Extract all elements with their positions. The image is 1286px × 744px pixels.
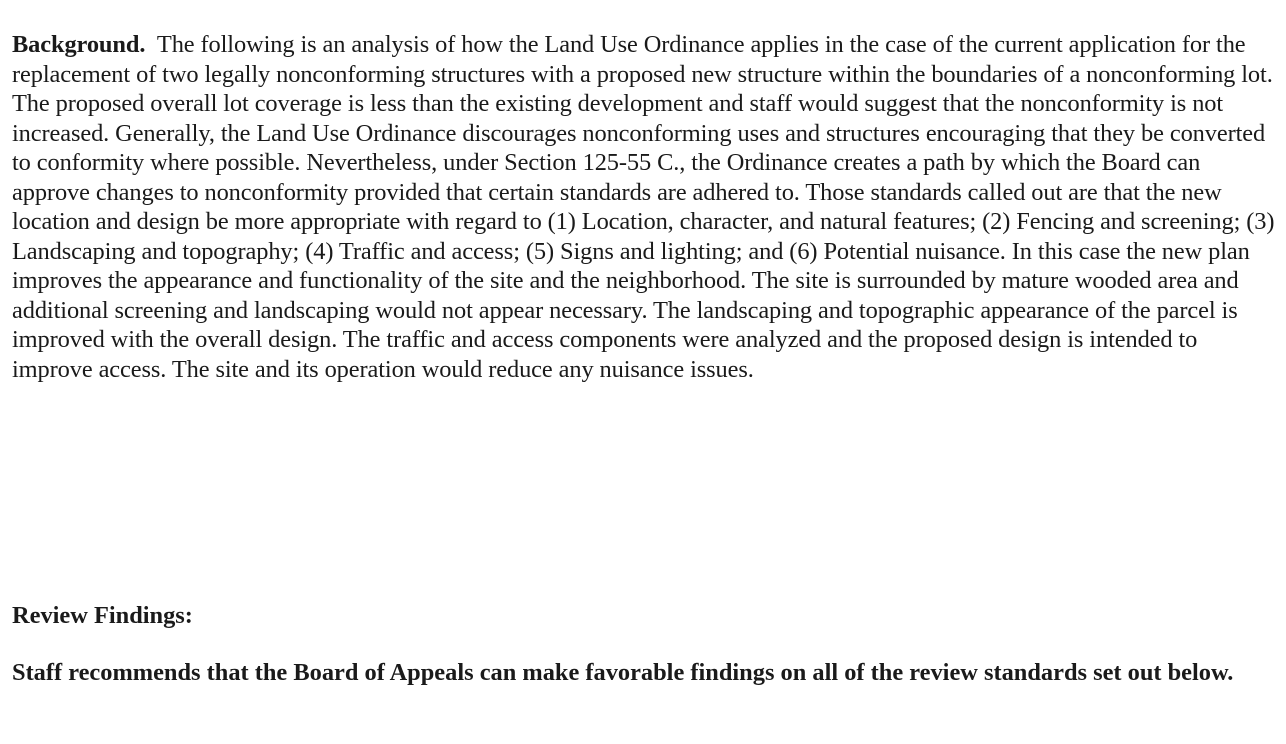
background-paragraph (12, 30, 1280, 384)
staff-recommendation: Staff recommends that the Board of Appeals can make favorable findings on all of the review standards set out below. (12, 659, 1234, 686)
background-lead: Background. (12, 31, 146, 58)
background-text: The following is an analysis of how the Land Use Ordinance applies in the case of the current application for the replacement of two legally nonconforming structures with a proposed new structure within the boundaries of a nonconforming lot. The proposed overall lot coverage is less than the existing development and staff would suggest that the nonconformity is not increased. Generally, the Land Use Ordinance discourages nonconforming uses and structures encouraging that they be converted to conformity where possible. Nevertheless, under Section 125-55 C., the Ordinance creates a path by which the Board can approve changes to nonconformity provided that certain standards are adhered to. Those standards called out are that the new location and design be more appropriate with regard to (1) Location, character, and natural features; (2) Fencing and screening; (3) Landscaping and topography; (4) Traffic and access; (5) Signs and lighting; and (6) Potential nuisance. In this case the new plan improves the appearance and functionality of the site and the neighborhood. The site is surrounded by mature wooded area and additional screening and landscaping would not appear necessary. The landscaping and topographic appearance of the parcel is improved with the overall design. The traffic and access components were analyzed and the proposed design is intended to improve access. The site and its operation would reduce any nuisance issues. (12, 31, 1275, 383)
document-page (12, 30, 1280, 686)
review-findings-heading: Review Findings: (12, 602, 193, 629)
